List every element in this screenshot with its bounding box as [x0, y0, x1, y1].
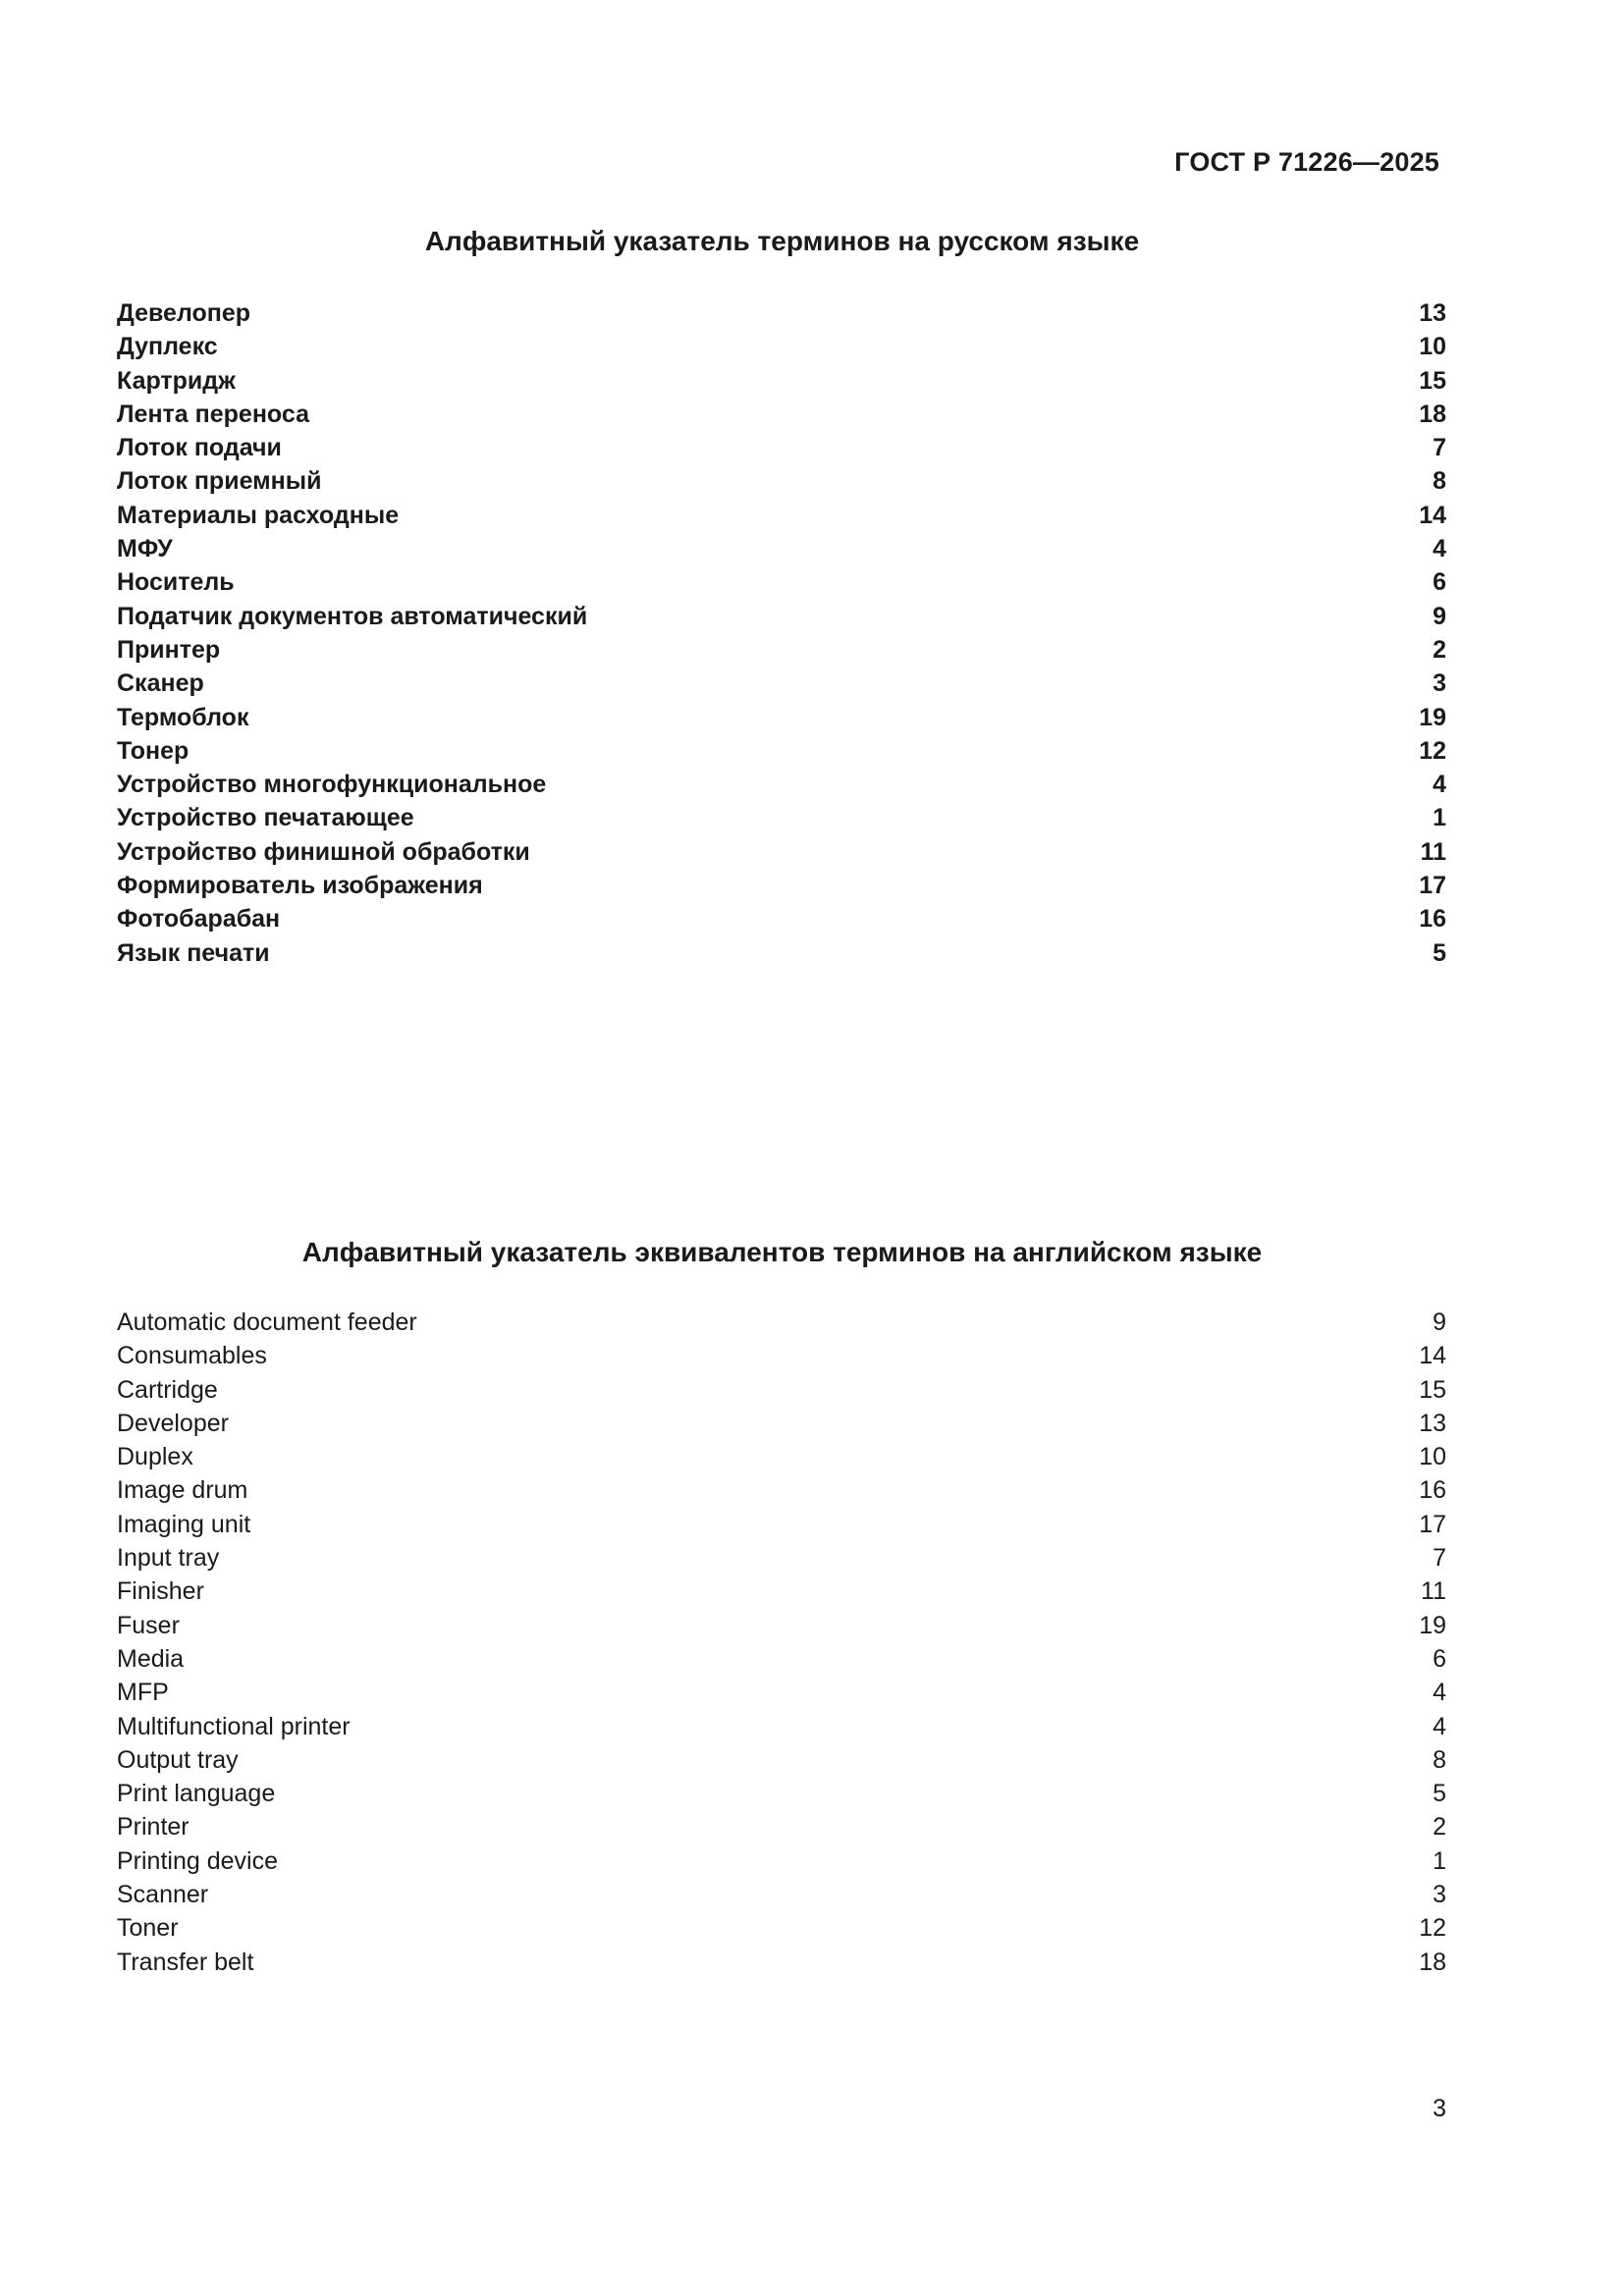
- russian-index-entry: [117, 464, 1446, 498]
- document-id-header: ГОСТ Р 71226—2025: [1174, 147, 1439, 177]
- index-term: Transfer belt: [117, 1948, 254, 1976]
- index-term: Носитель: [117, 568, 235, 597]
- english-index-entry: [117, 1339, 1446, 1372]
- english-index-entry: [117, 1440, 1446, 1473]
- english-index-entry: [117, 1508, 1446, 1541]
- english-index-entry: [117, 1911, 1446, 1945]
- index-term: Лоток подачи: [117, 434, 282, 462]
- index-term: Устройство многофункциональное: [117, 771, 547, 799]
- russian-index-entry: [117, 835, 1446, 869]
- english-index-entry: [117, 1473, 1446, 1507]
- russian-index-entry: [117, 768, 1446, 801]
- index-term-number: 6: [1433, 568, 1446, 597]
- index-term: Устройство финишной обработки: [117, 837, 530, 866]
- index-term: Duplex: [117, 1443, 193, 1471]
- index-term: MFP: [117, 1679, 169, 1707]
- index-term-number: 5: [1433, 938, 1446, 967]
- index-term: Fuser: [117, 1611, 180, 1639]
- index-term: Cartridge: [117, 1375, 218, 1404]
- index-term: Язык печати: [117, 938, 270, 967]
- index-term-number: 10: [1419, 333, 1446, 361]
- english-index-entry: [117, 1306, 1446, 1339]
- english-index-list: [117, 1306, 1446, 1979]
- index-term: Дуплекс: [117, 333, 218, 361]
- russian-index-entry: [117, 902, 1446, 935]
- russian-index-entry: [117, 565, 1446, 599]
- index-term: Тонер: [117, 736, 189, 765]
- english-index-entry: [117, 1642, 1446, 1676]
- index-term-number: 13: [1419, 1409, 1446, 1437]
- index-term: Imaging unit: [117, 1510, 251, 1538]
- index-term: МФУ: [117, 535, 173, 563]
- russian-index-entry: [117, 869, 1446, 902]
- index-term-number: 18: [1419, 400, 1446, 428]
- english-index-entry: [117, 1710, 1446, 1743]
- index-term-number: 15: [1419, 366, 1446, 395]
- english-index-entry: [117, 1743, 1446, 1777]
- index-term: Multifunctional printer: [117, 1712, 351, 1740]
- russian-index-entry: [117, 330, 1446, 363]
- index-term-number: 4: [1433, 1712, 1446, 1740]
- russian-index-entry: [117, 801, 1446, 834]
- english-index-entry: [117, 1676, 1446, 1709]
- index-term-number: 3: [1433, 669, 1446, 698]
- index-term: Принтер: [117, 635, 221, 664]
- index-term: Output tray: [117, 1745, 239, 1774]
- russian-index-entry: [117, 734, 1446, 768]
- russian-index-entry: [117, 499, 1446, 532]
- english-index-title: Алфавитный указатель эквивалентов терминов на английском языке: [301, 1237, 1263, 1267]
- russian-index-entry: [117, 936, 1446, 970]
- english-index-entry: [117, 1407, 1446, 1440]
- index-term-number: 4: [1433, 1679, 1446, 1707]
- index-term: Фотобарабан: [117, 905, 281, 934]
- index-term-number: 19: [1419, 1611, 1446, 1639]
- index-term: Девелопер: [117, 299, 251, 327]
- index-term: Finisher: [117, 1577, 204, 1606]
- russian-index-entry: [117, 532, 1446, 565]
- index-term: Податчик документов автоматический: [117, 602, 588, 630]
- english-index-entry: [117, 1575, 1446, 1608]
- index-term: Printer: [117, 1813, 189, 1842]
- index-term-number: 11: [1420, 837, 1446, 866]
- english-index-entry: [117, 1609, 1446, 1642]
- index-term: Лента переноса: [117, 400, 309, 428]
- index-term-number: 3: [1433, 1881, 1446, 1909]
- index-term-number: 7: [1433, 434, 1446, 462]
- index-term-number: 6: [1433, 1644, 1446, 1673]
- index-term: Toner: [117, 1914, 179, 1943]
- index-term: Print language: [117, 1780, 276, 1808]
- index-term: Лоток приемный: [117, 467, 322, 496]
- index-term: Картридж: [117, 366, 236, 395]
- index-term: Термоблок: [117, 703, 249, 731]
- english-index-entry: [117, 1373, 1446, 1407]
- english-index-entry: [117, 1946, 1446, 1979]
- russian-index-entry: [117, 364, 1446, 398]
- index-term: Сканер: [117, 669, 204, 698]
- index-term: Input tray: [117, 1544, 220, 1573]
- index-term: Материалы расходные: [117, 501, 400, 529]
- index-term-number: 4: [1433, 771, 1446, 799]
- index-term: Automatic document feeder: [117, 1308, 417, 1336]
- index-term: Scanner: [117, 1881, 209, 1909]
- russian-index-entry: [117, 633, 1446, 667]
- index-term-number: 14: [1419, 501, 1446, 529]
- index-term-number: 4: [1433, 535, 1446, 563]
- index-term-number: 14: [1419, 1342, 1446, 1370]
- index-term-number: 8: [1433, 467, 1446, 496]
- english-index-entry: [117, 1878, 1446, 1911]
- index-term-number: 9: [1433, 602, 1446, 630]
- index-term-number: 12: [1419, 736, 1446, 765]
- russian-index-entry: [117, 296, 1446, 330]
- russian-index-entry: [117, 600, 1446, 633]
- index-term-number: 17: [1419, 872, 1446, 900]
- index-term-number: 8: [1433, 1745, 1446, 1774]
- page-number: 3: [1433, 2095, 1446, 2122]
- english-index-entry: [117, 1810, 1446, 1843]
- index-term-number: 16: [1419, 1476, 1446, 1505]
- russian-index-entry: [117, 398, 1446, 431]
- index-term-number: 11: [1421, 1577, 1446, 1606]
- index-term-number: 13: [1419, 299, 1446, 327]
- index-term-number: 19: [1419, 703, 1446, 731]
- russian-index-entry: [117, 667, 1446, 700]
- index-term-number: 16: [1419, 905, 1446, 934]
- index-term-number: 1: [1433, 1846, 1446, 1875]
- index-term-number: 2: [1433, 635, 1446, 664]
- english-index-entry: [117, 1777, 1446, 1810]
- english-index-entry: [117, 1844, 1446, 1878]
- index-term: Image drum: [117, 1476, 248, 1505]
- index-term-number: 7: [1433, 1544, 1446, 1573]
- index-term-number: 9: [1433, 1308, 1446, 1336]
- index-term-number: 10: [1419, 1443, 1446, 1471]
- index-term: Media: [117, 1644, 185, 1673]
- index-term-number: 1: [1433, 804, 1446, 832]
- russian-index-entry: [117, 431, 1446, 464]
- index-term-number: 18: [1419, 1948, 1446, 1976]
- index-term: Consumables: [117, 1342, 267, 1370]
- index-term-number: 5: [1433, 1780, 1446, 1808]
- index-term-number: 2: [1433, 1813, 1446, 1842]
- index-term-number: 15: [1419, 1375, 1446, 1404]
- index-term-number: 17: [1419, 1510, 1446, 1538]
- index-term: Developer: [117, 1409, 229, 1437]
- russian-index-title: Алфавитный указатель терминов на русском языке: [424, 226, 1140, 256]
- index-term: Устройство печатающее: [117, 804, 414, 832]
- english-index-entry: [117, 1541, 1446, 1575]
- index-term: Printing device: [117, 1846, 278, 1875]
- russian-index-list: [117, 296, 1446, 970]
- index-term-number: 12: [1419, 1914, 1446, 1943]
- index-term: Формирователь изображения: [117, 872, 483, 900]
- russian-index-entry: [117, 701, 1446, 734]
